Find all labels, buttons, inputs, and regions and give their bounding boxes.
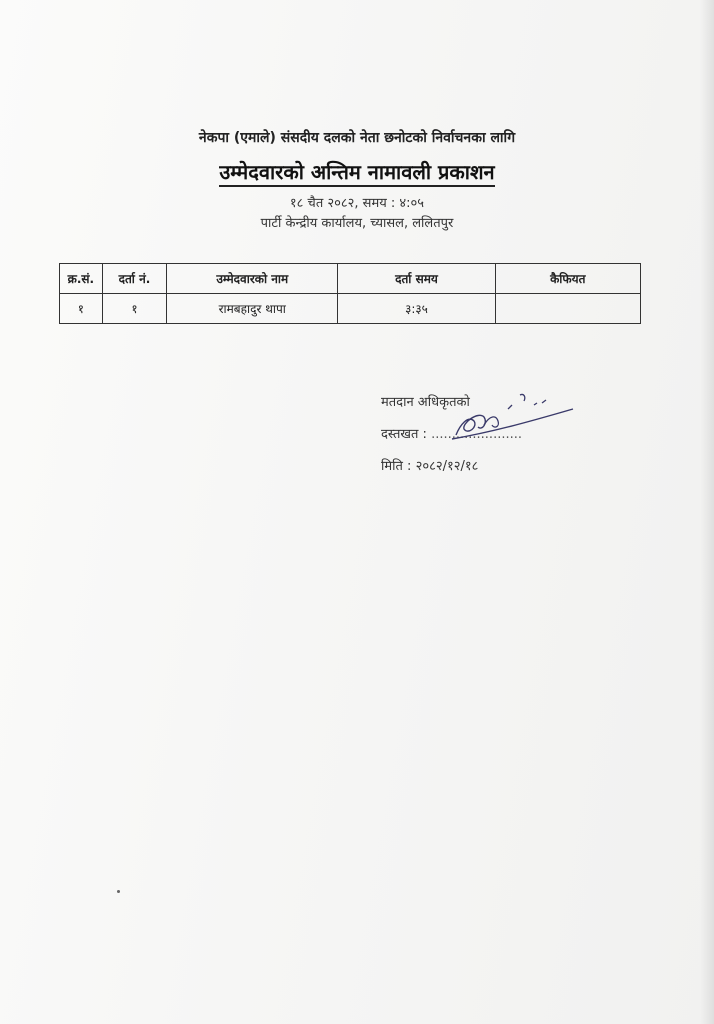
document-date-time: १८ चैत २०८२, समय : ४:०५ [289, 196, 425, 211]
column-header-serial: क्र.सं. [60, 264, 103, 294]
candidate-table [59, 263, 641, 324]
signature-dots: ...................... [431, 427, 522, 442]
signature-date: मिति : २०८२/१२/१८ [381, 459, 479, 474]
column-header-registration-time: दर्ता समय [338, 264, 495, 294]
cell-registration-no: १ [102, 294, 166, 324]
page-edge-shadow [700, 0, 714, 1024]
handwritten-signature [438, 385, 588, 445]
cell-candidate-name: रामबहादुर थापा [167, 294, 338, 324]
table-row [60, 294, 641, 324]
column-header-remarks: कैफियत [495, 264, 640, 294]
paper-speck [117, 890, 120, 893]
cell-serial: १ [60, 294, 103, 324]
cell-remarks [495, 294, 640, 324]
signature-office-label: मतदान अधिकृतको [381, 395, 470, 410]
column-header-registration-no: दर्ता नं. [102, 264, 166, 294]
document-title-wrap [0, 158, 714, 185]
column-header-candidate-name: उम्मेदवारको नाम [167, 264, 338, 294]
document-title: उम्मेदवारको अन्तिम नामावली प्रकाशन [219, 160, 494, 187]
signature-label: दस्तखत : [381, 427, 427, 442]
document-subtitle: नेकपा (एमाले) संसदीय दलको नेता छनोटको निर्वाचनका लागि [198, 130, 516, 146]
cell-registration-time: ३:३५ [338, 294, 495, 324]
table-header-row [60, 264, 641, 294]
document-venue: पार्टी केन्द्रीय कार्यालय, च्यासल, ललितपुर [260, 216, 454, 231]
